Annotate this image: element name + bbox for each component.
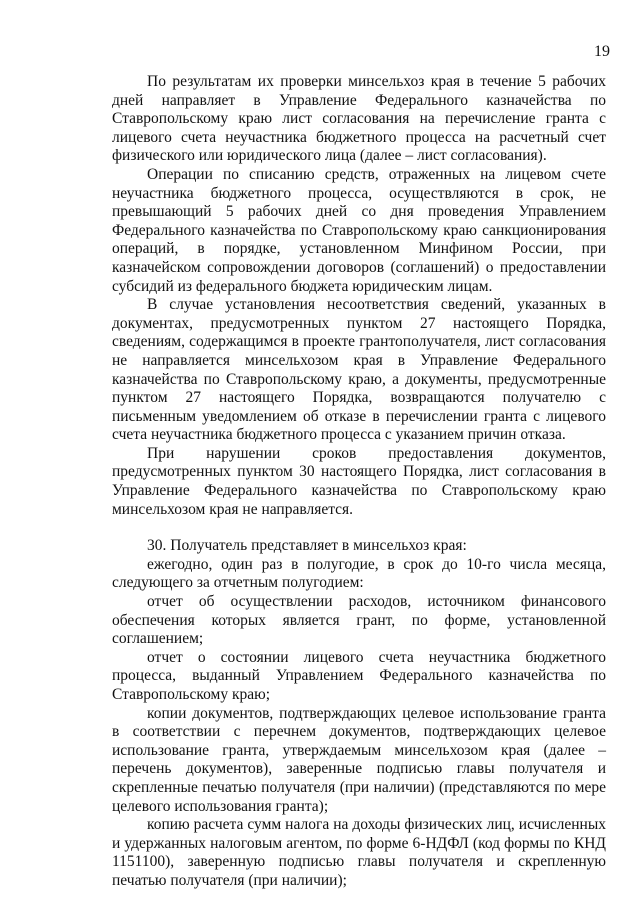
- clause-30-expense-report: отчет об осуществлении расходов, источником финансового обеспечения которых является грант, по форме, установленной соглашением;: [112, 593, 606, 648]
- clause-30-tax-calculation: копию расчета сумм налога на доходы физических лиц, исчисленных и удержанных налоговым агентом, по форме 6-НДФЛ (код формы по КНД 1151100), заверенную подписью главы получателя и скрепленную печатью получателя (при наличии);: [112, 816, 606, 889]
- page-number: 19: [594, 43, 610, 60]
- paragraph-approval-sheet: По результатам их проверки минсельхоз края в течение 5 рабочих дней направляет в Управление Федерального казначейства по Ставропольскому краю лист согласования на перечисление гранта с лицевого счета неучастника бюджетного процесса на расчетный счет физического или юридического лица (далее – лист согласования).: [112, 73, 606, 165]
- document-body: [112, 73, 606, 891]
- clause-30-document-copies: копии документов, подтверждающих целевое использование гранта в соответствии с перечнем документов, подтверждающих целевое использование гранта, утверждаемым минсельхозом края (далее – перечень документов), заверенные подписью главы получателя и скрепленные печатью получателя (при наличии) (представляются по мере целевого использования гранта);: [112, 704, 606, 815]
- paragraph-mismatch-refusal: В случае установления несоответствия сведений, указанных в документах, предусмотренных пунктом 27 настоящего Порядка, сведениям, содержащимся в проекте грантополучателя, лист согласования не направляется минсельхозом края в Управление Федерального казначейства по Ставропольскому краю, а документы, предусмотренные пунктом 27 настоящего Порядка, возвращаются получателю с письменным уведомлением об отказе в перечислении гранта с лицевого счета неучастника бюджетного процесса с указанием причин отказа.: [112, 296, 606, 444]
- paragraph-deadline-violation: При нарушении сроков предоставления документов, предусмотренных пунктом 30 настоящего Порядка, лист согласования в Управление Федерального казначейства по Ставропольскому краю минсельхозом края не направляется.: [112, 444, 606, 518]
- clause-30-account-report: отчет о состоянии лицевого счета неучастника бюджетного процесса, выданный Управлением Федерального казначейства по Ставропольскому краю;: [112, 648, 606, 703]
- clause-30-heading: 30. Получатель представляет в минсельхоз края:: [147, 537, 467, 555]
- clause-30-semiannual: ежегодно, один раз в полугодие, в срок до 10-го числа месяца, следующего за отчетным полугодием:: [112, 555, 606, 592]
- paragraph-debit-operations: Операции по списанию средств, отраженных на лицевом счете неучастника бюджетного процесса, осуществляются в срок, не превышающий 5 рабочих дней со дня проведения Управлением Федерального казначейства по Ставропольскому краю санкционирования операций, в порядке, установленном Минфином России, при казначейском сопровождении договоров (соглашений) о предоставлении субсидий из федерального бюджета юридическим лицам.: [112, 165, 606, 295]
